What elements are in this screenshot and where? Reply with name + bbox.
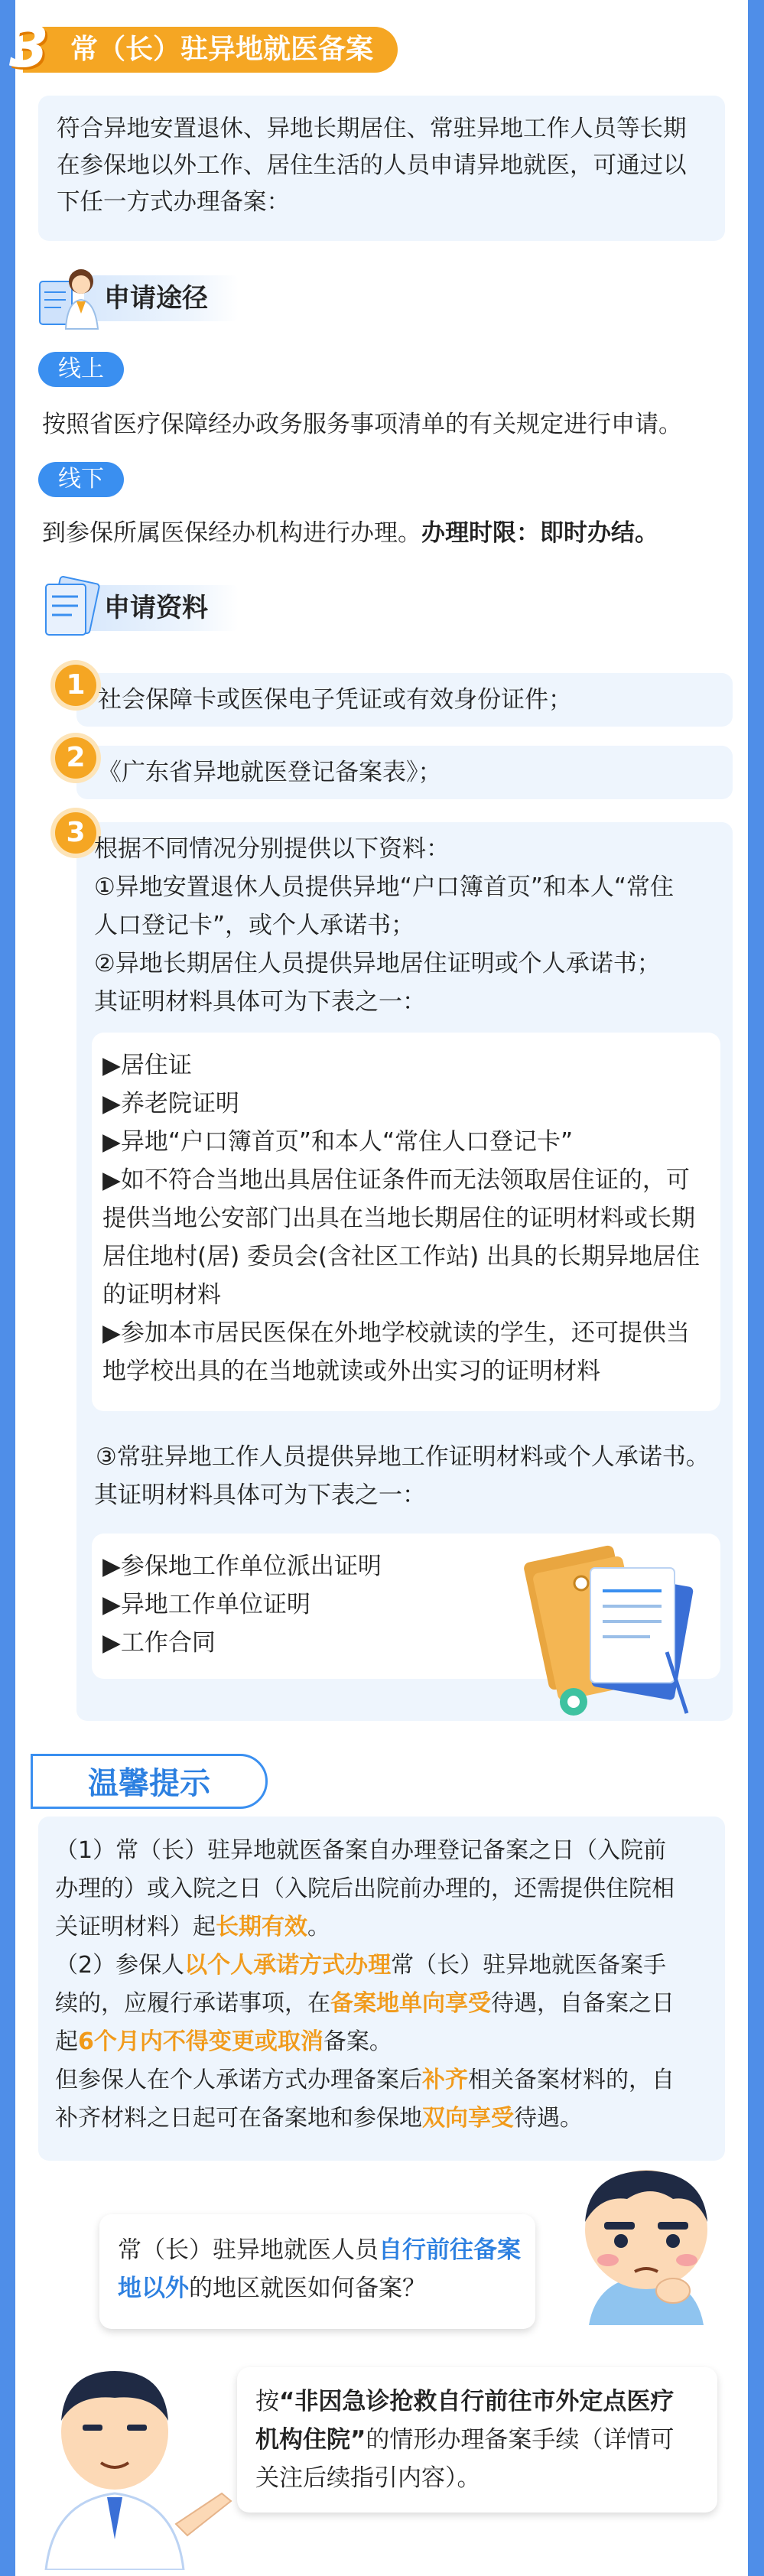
tip-line bbox=[55, 1985, 675, 2023]
tip-text: 相关备案材料的，自 bbox=[468, 2067, 675, 2093]
answer-text: 的情形办理备案手续（详情可 bbox=[366, 2426, 675, 2454]
intro-line: 在参保地以外工作、居住生活的人员申请异地就医，可通过以 bbox=[57, 152, 687, 179]
material-item-3-text bbox=[94, 830, 674, 1021]
offline-text bbox=[42, 514, 658, 552]
tip-highlight: 6个月内不得变更或取消 bbox=[78, 2028, 323, 2055]
question-bubble bbox=[99, 2214, 535, 2329]
proof-item: 地学校出具的在当地就读或外出实习的证明材料 bbox=[102, 1358, 600, 1385]
question-highlight: 地以外 bbox=[118, 2275, 189, 2302]
tip-text: 常（长）驻异地就医备案手 bbox=[391, 1952, 667, 1979]
intro-panel bbox=[38, 96, 725, 241]
tip-line bbox=[55, 2100, 675, 2138]
item3-line: ②异地长期居住人员提供异地居住证明或个人承诺书； bbox=[94, 950, 661, 977]
tip-line bbox=[55, 2061, 675, 2100]
item3-line: 其证明材料具体可为下表之一： bbox=[94, 988, 426, 1016]
tip-text: 待遇。 bbox=[514, 2105, 583, 2132]
item3b-line: ③常驻异地工作人员提供异地工作证明材料或个人承诺书。 bbox=[96, 1443, 710, 1471]
tip-highlight: 以个人承诺方式办理 bbox=[184, 1952, 392, 1979]
thinking-man-illustration bbox=[558, 2157, 734, 2325]
answer-bold: “非因急诊抢救自行前往市外定点医疗 bbox=[279, 2388, 675, 2415]
tip-text: （2）参保人 bbox=[55, 1952, 185, 1979]
question-text: 的地区就医如何备案？ bbox=[189, 2275, 426, 2302]
tip-highlight: 长期有效 bbox=[216, 1914, 307, 1940]
offline-time-limit: 办理时限：即时办结。 bbox=[421, 519, 658, 547]
section-title: 常（长）驻异地就医备案 bbox=[70, 34, 374, 65]
tip-highlight: 双向享受 bbox=[422, 2105, 514, 2132]
answer-line: 关注后续指引内容）。 bbox=[255, 2464, 481, 2492]
tip-text: 。 bbox=[307, 1914, 330, 1940]
proof-item: ▶参保地工作单位派出证明 bbox=[102, 1553, 382, 1580]
tip-text: 待遇，自备案之日 bbox=[491, 1990, 675, 2017]
question-line bbox=[118, 2269, 521, 2308]
materials-title: 申请资料 bbox=[84, 585, 239, 631]
offline-text-prefix: 到参保所属医保经办机构进行办理。 bbox=[42, 519, 421, 547]
proof-item: ▶参加本市居民医保在外地学校就读的学生，还可提供当 bbox=[102, 1319, 690, 1347]
tip-line: （1）常（长）驻异地就医备案自办理登记备案之日（入院前 bbox=[55, 1837, 667, 1864]
number-badge-2: 2 bbox=[55, 737, 96, 779]
online-label: 线上 bbox=[38, 352, 124, 387]
number-badge-1: 1 bbox=[55, 665, 96, 706]
item3b-line: 其证明材料具体可为下表之一： bbox=[94, 1482, 426, 1509]
documents-icon bbox=[32, 575, 109, 641]
proof-item: ▶异地“户口簿首页”和本人“常住人口登记卡” bbox=[102, 1128, 574, 1156]
pointing-man-illustration bbox=[31, 2340, 245, 2570]
doctor-illustration bbox=[31, 259, 107, 335]
tip-text: 备案。 bbox=[323, 2028, 392, 2055]
item3-line: ①异地安置退休人员提供异地“户口簿首页”和本人“常住 bbox=[94, 873, 674, 901]
tip-line: 办理的）或入院之日（入院后出院前办理的，还需提供住院相 bbox=[55, 1875, 675, 1902]
section-number: 3 bbox=[9, 15, 49, 80]
answer-bold: 机构住院” bbox=[255, 2426, 366, 2454]
tip-line bbox=[55, 1947, 675, 1985]
item3-line: 根据不同情况分别提供以下资料： bbox=[94, 835, 450, 863]
item3-work-text bbox=[94, 1438, 710, 1514]
intro-line: 符合异地安置退休、异地长期居住、常驻异地工作人员等长期 bbox=[57, 115, 687, 142]
answer-bubble bbox=[237, 2367, 717, 2513]
folder-documents-illustration bbox=[505, 1537, 704, 1721]
proof-list-box-1 bbox=[92, 1033, 720, 1411]
material-item-2-text: 《广东省异地就医登记备案表》； bbox=[98, 759, 442, 786]
tips-title: 温馨提示 bbox=[31, 1754, 268, 1809]
proof-item: 提供当地公安部门出具在当地长期居住的证明材料或长期 bbox=[102, 1205, 695, 1232]
tip-highlight: 补齐 bbox=[422, 2067, 468, 2093]
proof-item: ▶工作合同 bbox=[102, 1629, 216, 1657]
question-highlight: 自行前往备案 bbox=[379, 2236, 521, 2264]
tips-panel bbox=[38, 1817, 725, 2161]
answer-line bbox=[255, 2421, 674, 2459]
online-text: 按照省医疗保障经办政务服务事项清单的有关规定进行申请。 bbox=[42, 411, 682, 438]
proof-item: ▶如不符合当地出具居住证条件而无法领取居住证的，可 bbox=[102, 1166, 690, 1194]
proof-item: ▶养老院证明 bbox=[102, 1090, 239, 1117]
tip-text: 关证明材料）起 bbox=[55, 1914, 216, 1940]
page bbox=[9, 0, 748, 2576]
tip-text: 但参保人在个人承诺方式办理备案后 bbox=[55, 2067, 422, 2093]
tip-text: 续的，应履行承诺事项，在 bbox=[55, 1990, 330, 2017]
apply-route-title: 申请途径 bbox=[84, 275, 239, 321]
offline-label: 线下 bbox=[38, 462, 124, 497]
intro-line: 下任一方式办理备案： bbox=[57, 189, 290, 216]
material-item-1-text: 社会保障卡或医保电子凭证或有效身份证件； bbox=[98, 686, 572, 714]
question-line bbox=[118, 2231, 521, 2269]
question-text: 常（长）驻异地就医人员 bbox=[118, 2236, 379, 2264]
tip-highlight: 备案地单向享受 bbox=[330, 1990, 491, 2017]
answer-line bbox=[255, 2382, 674, 2421]
tip-line bbox=[55, 2023, 675, 2061]
tip-text: 起 bbox=[55, 2028, 78, 2055]
proof-item: ▶异地工作单位证明 bbox=[102, 1591, 310, 1618]
number-badge-3: 3 bbox=[55, 812, 96, 854]
item3-line: 人口登记卡”，或个人承诺书； bbox=[94, 912, 415, 939]
proof-item: ▶居住证 bbox=[102, 1052, 192, 1079]
proof-item: 的证明材料 bbox=[102, 1281, 221, 1309]
proof-item: 居住地村(居) 委员会(含社区工作站) 出具的长期异地居住 bbox=[102, 1243, 701, 1270]
tip-text: 补齐材料之日起可在备案地和参保地 bbox=[55, 2105, 422, 2132]
tip-line bbox=[55, 1908, 675, 1947]
answer-text: 按 bbox=[255, 2388, 279, 2415]
